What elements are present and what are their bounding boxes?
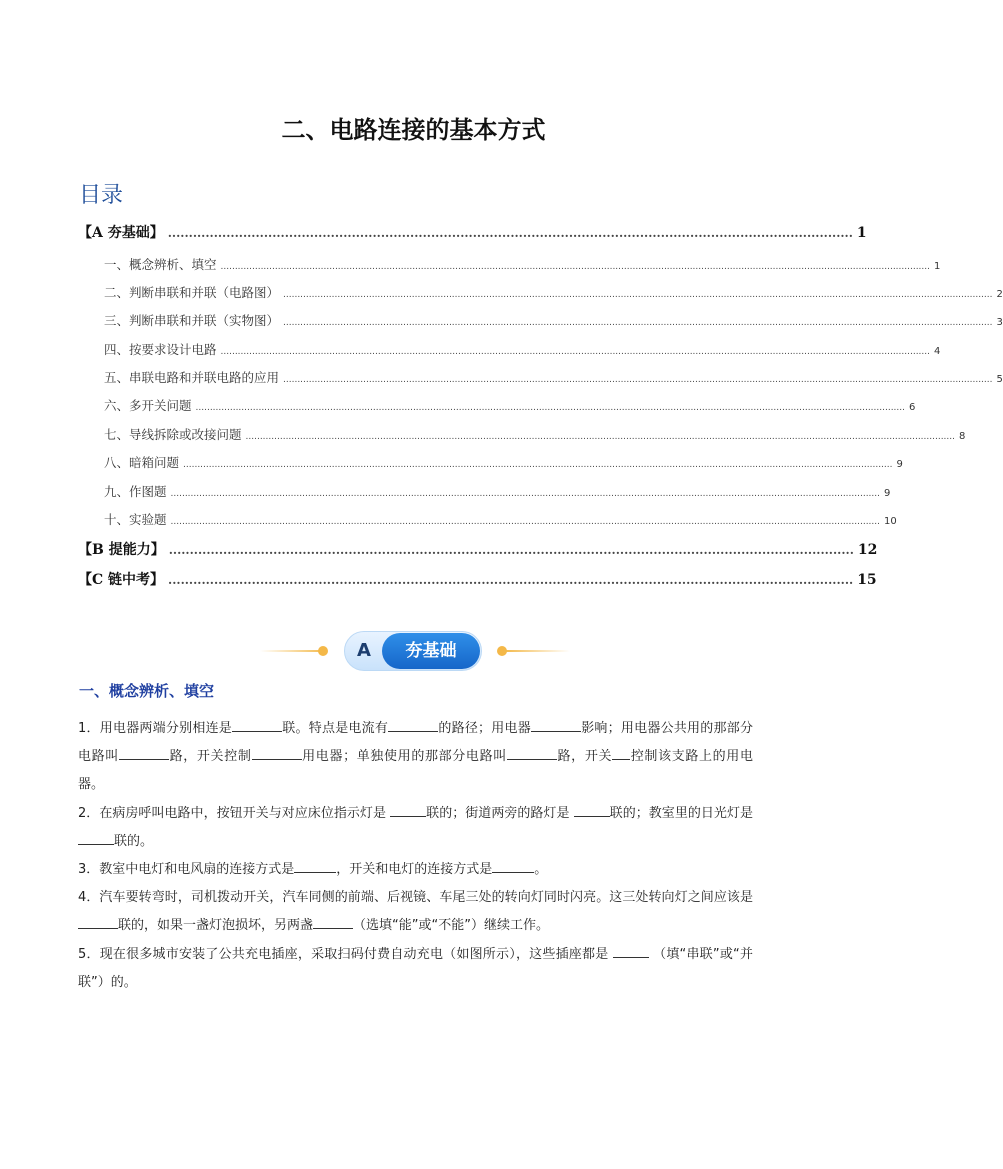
- toc-entry-label: 五、串联电路和并联电路的应用: [104, 370, 280, 385]
- toc-entry-page: 6: [909, 402, 916, 413]
- question-text: 用电器；单独使用的那部分电路叫: [301, 749, 507, 764]
- answer-blank[interactable]: [507, 746, 557, 760]
- toc-entry-page: 15: [857, 572, 877, 588]
- toc-entry-page: 12: [857, 542, 878, 558]
- question-text: 2．在病房呼叫电路中，按钮开关与对应床位指示灯是: [78, 806, 391, 821]
- toc-entry-page: 9: [884, 488, 891, 499]
- document-title: 二、电路连接的基本方式: [281, 116, 546, 144]
- toc-leader: ........................................................................................................................................................................................................................................................: [220, 347, 931, 357]
- question-5: [78, 941, 753, 997]
- question-text: （选填“能”或“不能”）继续工作。: [353, 918, 549, 933]
- question-2: [78, 800, 753, 856]
- question-text: 5．现在很多城市安装了公共充电插座，采取扫码付费自动充电（如图所示），这些插座都是: [78, 947, 613, 962]
- answer-blank[interactable]: [78, 831, 114, 845]
- answer-blank[interactable]: [388, 718, 438, 732]
- toc-entry-page: 8: [959, 431, 966, 442]
- answer-blank[interactable]: [612, 746, 630, 760]
- question-text: 控制该支路上的用电器。: [78, 749, 753, 792]
- question-text: 3．教室中电灯和电风扇的连接方式是: [78, 862, 295, 877]
- toc-entry-page: 1: [934, 261, 941, 272]
- banner-decor-line: [260, 650, 326, 652]
- answer-blank[interactable]: [574, 803, 610, 817]
- banner-letter: A: [357, 640, 371, 661]
- toc-leader: ........................................................................................................................................................................................................................................................: [283, 318, 993, 328]
- answer-blank[interactable]: [492, 859, 534, 873]
- toc-entry[interactable]: [78, 453, 903, 471]
- answer-blank[interactable]: [232, 718, 282, 732]
- toc-entry-page: 4: [934, 346, 941, 357]
- toc-entry[interactable]: [78, 539, 878, 559]
- toc-entry-label: 八、暗箱问题: [104, 455, 180, 470]
- toc-entry-label: 一、概念辨析、填空: [104, 257, 217, 272]
- toc-leader: ........................................................................................................................................................................................................................................................: [170, 517, 881, 527]
- toc-leader: ........................................................................................................................................................................................................................................................: [283, 375, 993, 385]
- toc-entry-label: 十、实验题: [104, 512, 167, 527]
- toc-entry-label: 【A 夯基础】: [78, 225, 164, 241]
- question-text: 的路径；用电器: [438, 721, 531, 736]
- banner-decor-line: [504, 650, 570, 652]
- question-text: 联。特点是电流有: [282, 721, 389, 736]
- answer-blank[interactable]: [531, 718, 581, 732]
- toc-entry-label: 【B 提能力】: [78, 542, 165, 558]
- toc-entry[interactable]: [78, 482, 891, 500]
- toc-entry-page: 9: [896, 459, 903, 470]
- toc-entry-label: 【C 链中考】: [78, 572, 165, 588]
- answer-blank[interactable]: [294, 859, 336, 873]
- toc-leader: ........................................................................................................................................................................................................................................................: [220, 262, 931, 272]
- question-text: 影响；用电器公共用的那部分电路叫: [78, 721, 753, 764]
- question-text: 1．用电器两端分别相连是: [78, 721, 233, 736]
- toc-entry-label: 七、导线拆除或改接问题: [104, 427, 242, 442]
- question-text: 联的。: [114, 834, 154, 849]
- banner-label: 夯基础: [382, 633, 480, 669]
- toc-entry-page: 2: [996, 289, 1003, 300]
- question-text: （填“串联”或“并联”）的。: [78, 947, 754, 990]
- toc-entry[interactable]: [78, 255, 941, 273]
- toc-entry-label: 六、多开关问题: [104, 398, 192, 413]
- toc-entry-label: 三、判断串联和并联（实物图）: [104, 313, 280, 328]
- question-3: [78, 856, 753, 884]
- toc-entry[interactable]: [78, 368, 1003, 386]
- section-heading: 一、概念辨析、填空: [79, 682, 215, 700]
- section-banner: [260, 631, 570, 671]
- answer-blank[interactable]: [119, 746, 169, 760]
- toc-leader: ........................................................................................................................................................................................................................................................: [245, 432, 956, 442]
- toc-leader: ....................................................................................................................................................................: [168, 543, 854, 557]
- toc-entry-page: 1: [856, 225, 867, 241]
- question-text: 。: [534, 862, 548, 877]
- toc-entry[interactable]: [78, 510, 897, 528]
- question-4: [78, 884, 753, 940]
- question-text: 路，开关控制: [168, 749, 252, 764]
- toc-leader: ....................................................................................................................................................................: [167, 226, 853, 240]
- toc-entry[interactable]: [78, 283, 1003, 301]
- answer-blank[interactable]: [78, 915, 118, 929]
- toc-heading: 目录: [79, 183, 124, 208]
- toc-leader: ........................................................................................................................................................................................................................................................: [195, 403, 906, 413]
- toc-leader: ........................................................................................................................................................................................................................................................: [170, 489, 881, 499]
- question-text: 4．汽车要转弯时，司机拨动开关，汽车同侧的前端、后视镜、车尾三处的转向灯同时闪亮。这三处转向灯之间应该是: [78, 890, 753, 905]
- question-text: ，开关和电灯的连接方式是: [336, 862, 493, 877]
- toc-entry-page: 5: [996, 374, 1003, 385]
- question-1: [78, 715, 753, 799]
- question-text: 路，开关: [556, 749, 613, 764]
- answer-blank[interactable]: [252, 746, 302, 760]
- question-text: 联的；教室里的日光灯是: [609, 806, 753, 821]
- answer-blank[interactable]: [390, 803, 426, 817]
- toc-entry[interactable]: [78, 569, 877, 589]
- toc-entry[interactable]: [78, 340, 941, 358]
- toc-entry-page: 3: [996, 317, 1003, 328]
- answer-blank[interactable]: [313, 915, 353, 929]
- answer-blank[interactable]: [613, 944, 649, 958]
- toc-entry-label: 九、作图题: [104, 484, 167, 499]
- question-text: 联的；街道两旁的路灯是: [426, 806, 574, 821]
- toc-leader: ....................................................................................................................................................................: [168, 573, 854, 587]
- banner-decor-dot: [318, 646, 328, 656]
- question-text: 联的，如果一盏灯泡损坏，另两盏: [118, 918, 314, 933]
- toc-entry-label: 二、判断串联和并联（电路图）: [104, 285, 280, 300]
- toc-leader: ........................................................................................................................................................................................................................................................: [283, 290, 993, 300]
- toc-entry[interactable]: [78, 222, 867, 242]
- toc-leader: ........................................................................................................................................................................................................................................................: [183, 460, 893, 470]
- toc-entry[interactable]: [78, 425, 966, 443]
- toc-entry[interactable]: [78, 396, 916, 414]
- toc-entry-label: 四、按要求设计电路: [104, 342, 217, 357]
- toc-entry-page: 10: [884, 516, 897, 527]
- toc-entry[interactable]: [78, 311, 1003, 329]
